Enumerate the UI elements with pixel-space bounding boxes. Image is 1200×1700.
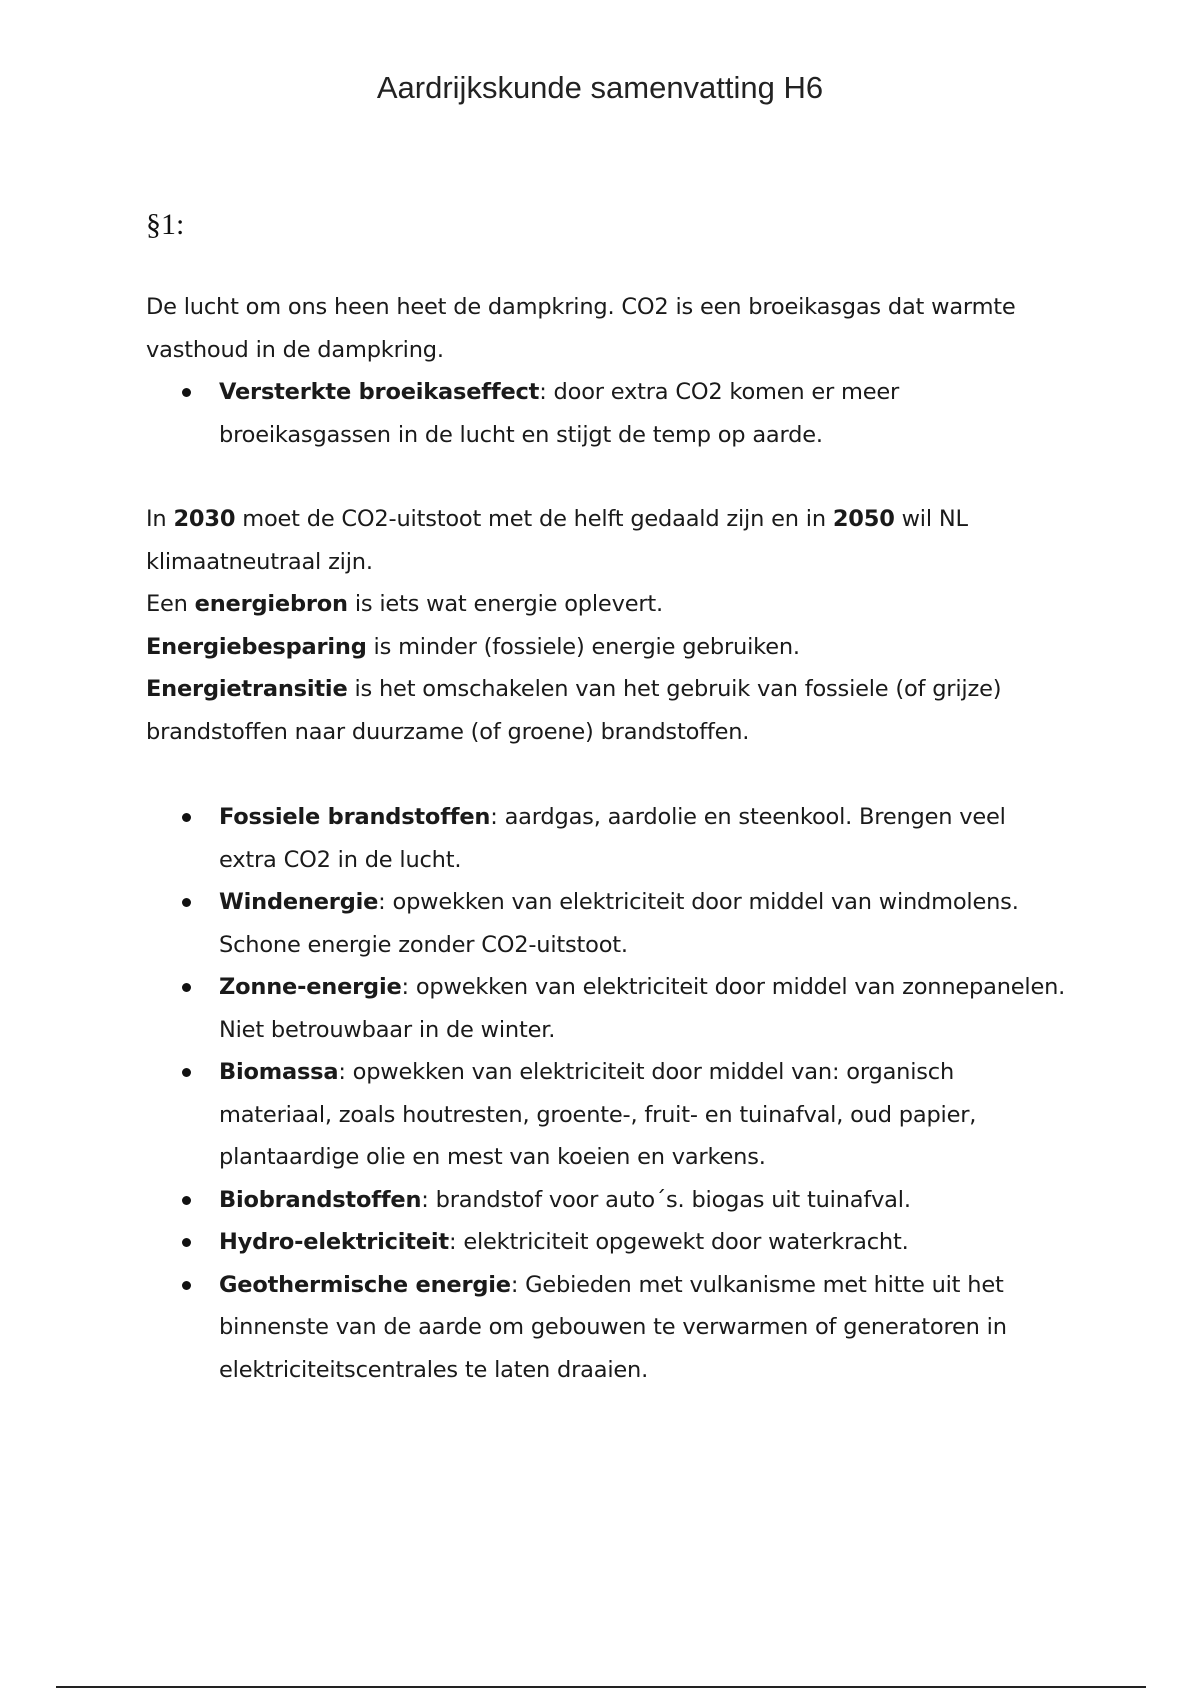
definition-energietransitie (146, 668, 1066, 753)
bullet-text: : Gebieden met vulkanisme met hitte uit het binnenste van de aarde om gebouwen te verwarmen of generatoren in elektriciteitscentrales te laten draaien. (219, 1271, 1007, 1383)
bullet-text: : door extra CO2 komen er meer broeikasgassen in de lucht en stijgt de temp op aarde. (219, 379, 900, 448)
text-run: Een (146, 591, 195, 617)
bullet-text: : opwekken van elektriciteit door middel van windmolens. Schone energie zonder CO2-uitstoot. (219, 889, 1019, 958)
bullet-term: Zonne-energie (219, 974, 402, 1000)
bullet-term: Biobrandstoffen (219, 1186, 422, 1213)
definition-text: is iets wat energie oplevert. (347, 591, 663, 617)
definition-energiebesparing (146, 626, 1066, 669)
list-item (219, 796, 1066, 881)
footer-divider (56, 1686, 1146, 1688)
bullet-list-energy-sources (146, 796, 1066, 1391)
list-item (219, 371, 1066, 456)
bullet-text: : opwekken van elektriciteit door middel van zonnepanelen. Niet betrouwbaar in de winter. (219, 974, 1066, 1043)
bullet-icon (182, 1281, 191, 1290)
bullet-term: Biomassa (219, 1059, 339, 1085)
definition-term: Energietransitie (146, 676, 348, 702)
definition-term: energiebron (194, 591, 348, 617)
definition-text: is het omschakelen van het gebruik van fossiele (of grijze) brandstoffen naar duurzame (of groene) brandstoffen. (146, 676, 1002, 745)
definition-energiebron (146, 583, 1066, 626)
list-item (219, 1051, 1066, 1179)
bullet-icon (182, 1068, 191, 1077)
text-run: In (146, 506, 174, 532)
list-item (219, 881, 1066, 966)
text-run: moet de CO2-uitstoot met de helft gedaald zijn en in (235, 506, 833, 532)
bullet-text: : opwekken van elektriciteit door middel van: organisch materiaal, zoals houtresten, groente-, fruit- en tuinafval, oud papier, plantaardige olie en mest van koeien en varkens. (219, 1059, 977, 1170)
year-2050: 2050 (832, 506, 895, 532)
bullet-term: Windenergie (219, 889, 379, 915)
bullet-list-greenhouse (146, 371, 1066, 456)
bullet-text: : brandstof voor auto´s. biogas uit tuinafval. (421, 1186, 911, 1213)
list-item (219, 1179, 1066, 1222)
bullet-term: Fossiele brandstoffen (219, 804, 491, 830)
bullet-icon (182, 1196, 191, 1205)
bullet-text: : elektriciteit opgewekt door waterkracht. (449, 1229, 909, 1255)
list-item (219, 966, 1066, 1051)
definition-text: is minder (fossiele) energie gebruiken. (366, 633, 800, 660)
text-run: wil NL klimaatneutraal zijn. (146, 506, 968, 575)
bullet-icon (182, 898, 191, 907)
list-item (219, 1221, 1066, 1264)
bullet-term: Hydro-elektriciteit (219, 1229, 449, 1255)
bullet-text: : aardgas, aardolie en steenkool. Brengen veel extra CO2 in de lucht. (219, 804, 1006, 873)
targets-paragraph (146, 498, 1066, 583)
bullet-icon (182, 983, 191, 992)
spacer (146, 456, 1066, 498)
definition-term: Energiebesparing (146, 633, 367, 660)
bullet-icon (182, 813, 191, 822)
bullet-icon (182, 388, 191, 397)
bullet-term: Geothermische energie (219, 1271, 511, 1298)
document-body (146, 286, 1066, 1391)
section-heading: §1: (146, 208, 185, 241)
bullet-term: Versterkte broeikaseffect (219, 379, 540, 405)
list-item (219, 1264, 1066, 1392)
intro-paragraph: De lucht om ons heen heet de dampkring. CO2 is een broeikasgas dat warmte vasthoud in de dampkring. (146, 294, 1016, 363)
spacer (146, 753, 1066, 796)
document-title: Aardrijkskunde samenvatting H6 (376, 70, 824, 105)
bullet-icon (182, 1238, 191, 1247)
year-2030: 2030 (173, 506, 236, 532)
